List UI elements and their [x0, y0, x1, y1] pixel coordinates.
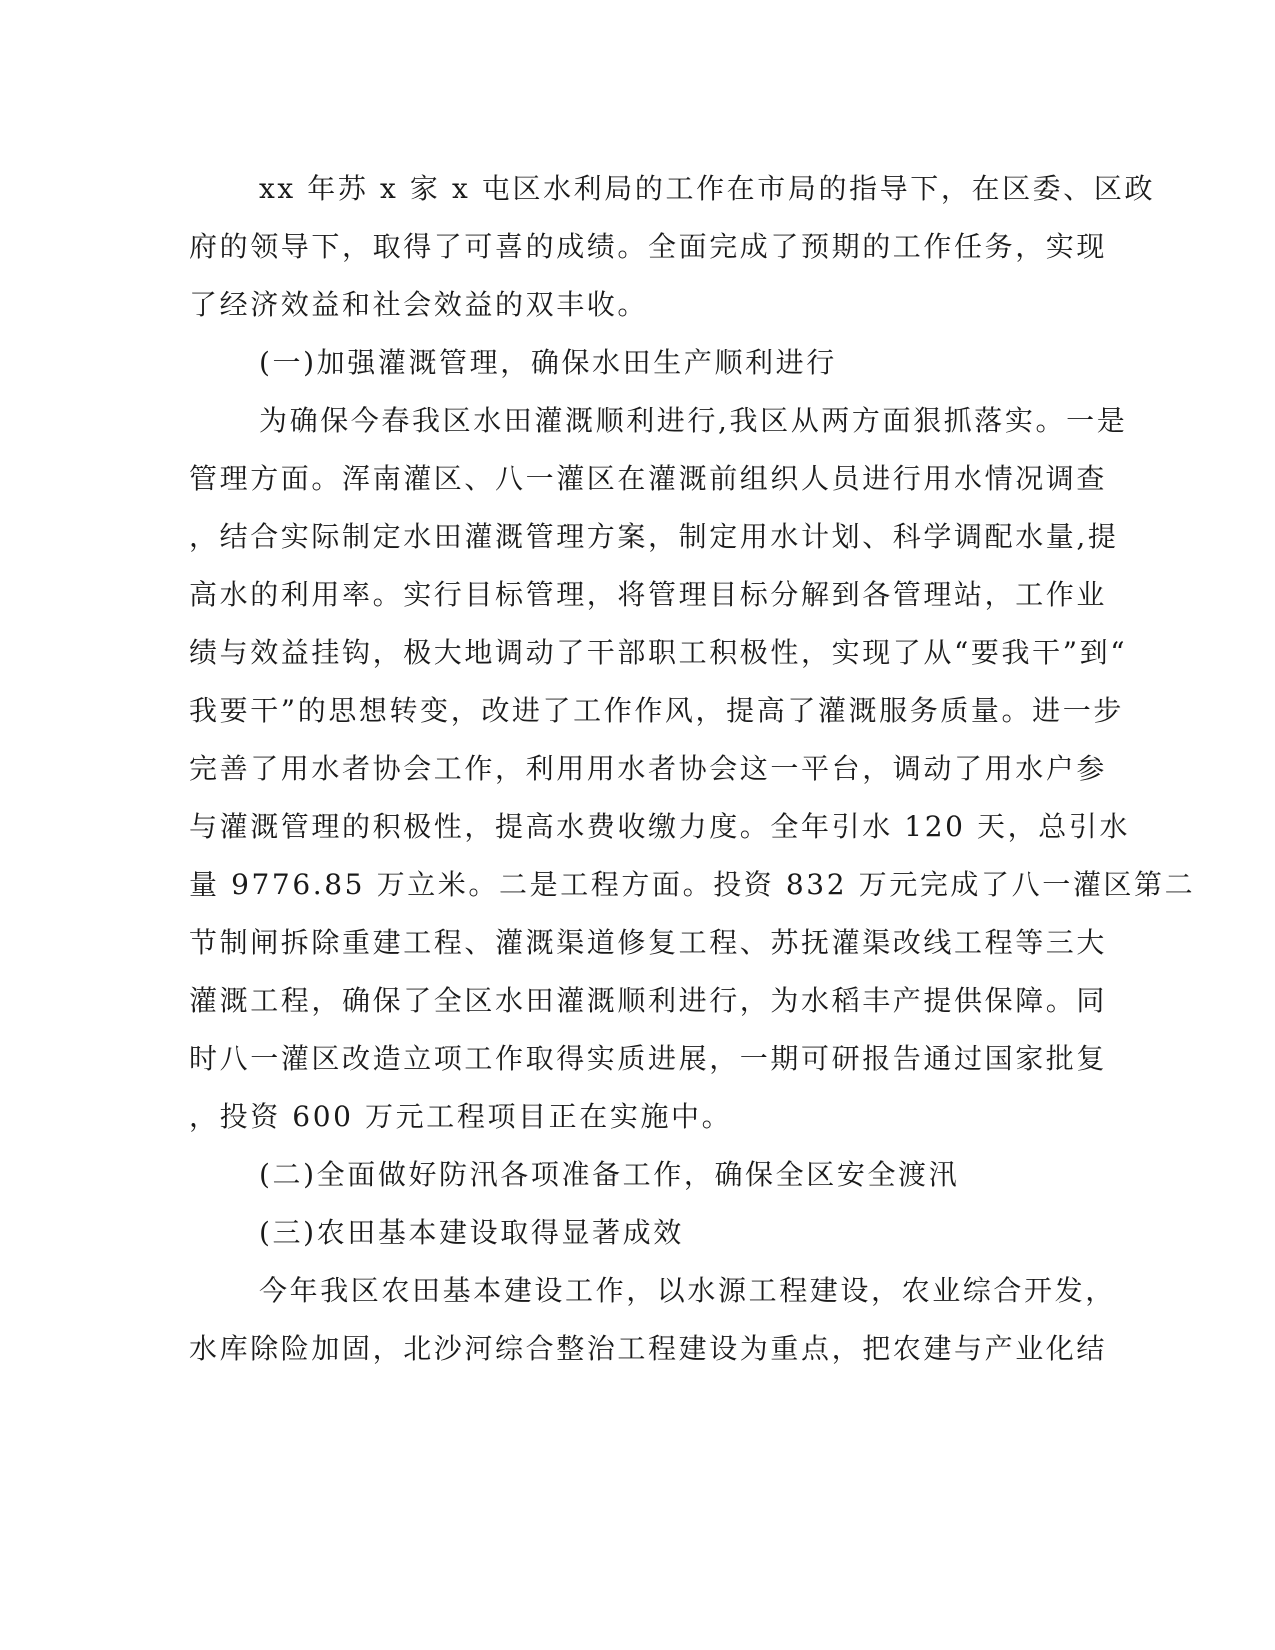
paragraph-2-line-13: ，投资 600 万元工程项目正在实施中。 [189, 1100, 733, 1133]
paragraph-2-line-5: 绩与效益挂钩，极大地调动了干部职工积极性，实现了从“要我干”到“ [189, 636, 1128, 669]
paragraph-2-line-6: 我要干”的思想转变，改进了工作作风，提高了灌溉服务质量。进一步 [189, 694, 1124, 727]
document-body [189, 160, 1196, 1378]
paragraph-1-line-1: xx 年苏 x 家 x 屯区水利局的工作在市局的指导下，在区委、区政 [259, 172, 1156, 205]
paragraph-1-line-2: 府的领导下，取得了可喜的成绩。全面完成了预期的工作任务，实现 [189, 230, 1108, 263]
paragraph-2-line-8: 与灌溉管理的积极性，提高水费收缴力度。全年引水 120 天，总引水 [189, 810, 1131, 843]
section-heading-2: (二)全面做好防汛各项准备工作，确保全区安全渡汛 [259, 1158, 960, 1191]
paragraph-2-line-2: 管理方面。浑南灌区、八一灌区在灌溉前组织人员进行用水情况调查 [189, 462, 1108, 495]
paragraph-2-line-12: 时八一灌区改造立项工作取得实质进展，一期可研报告通过国家批复 [189, 1042, 1108, 1075]
paragraph-1-line-3: 了经济效益和社会效益的双丰收。 [189, 288, 649, 321]
section-heading-3: (三)农田基本建设取得显著成效 [259, 1216, 684, 1249]
paragraph-2-line-4: 高水的利用率。实行目标管理，将管理目标分解到各管理站，工作业 [189, 578, 1108, 611]
paragraph-3-line-2: 水库除险加固，北沙河综合整治工程建设为重点，把农建与产业化结 [189, 1332, 1108, 1365]
paragraph-2-line-9: 量 9776.85 万立米。二是工程方面。投资 832 万元完成了八一灌区第二 [189, 868, 1196, 901]
paragraph-2-line-11: 灌溉工程，确保了全区水田灌溉顺利进行，为水稻丰产提供保障。同 [189, 984, 1108, 1017]
paragraph-2-line-10: 节制闸拆除重建工程、灌溉渠道修复工程、苏抚灌渠改线工程等三大 [189, 926, 1108, 959]
paragraph-2-line-1: 为确保今春我区水田灌溉顺利进行,我区从两方面狠抓落实。一是 [259, 404, 1128, 437]
paragraph-2-line-7: 完善了用水者协会工作，利用用水者协会这一平台，调动了用水户参 [189, 752, 1108, 785]
paragraph-3-line-1: 今年我区农田基本建设工作，以水源工程建设，农业综合开发， [259, 1274, 1116, 1307]
paragraph-2-line-3: ，结合实际制定水田灌溉管理方案，制定用水计划、科学调配水量,提 [189, 520, 1119, 553]
section-heading-1: (一)加强灌溉管理，确保水田生产顺利进行 [259, 346, 837, 379]
